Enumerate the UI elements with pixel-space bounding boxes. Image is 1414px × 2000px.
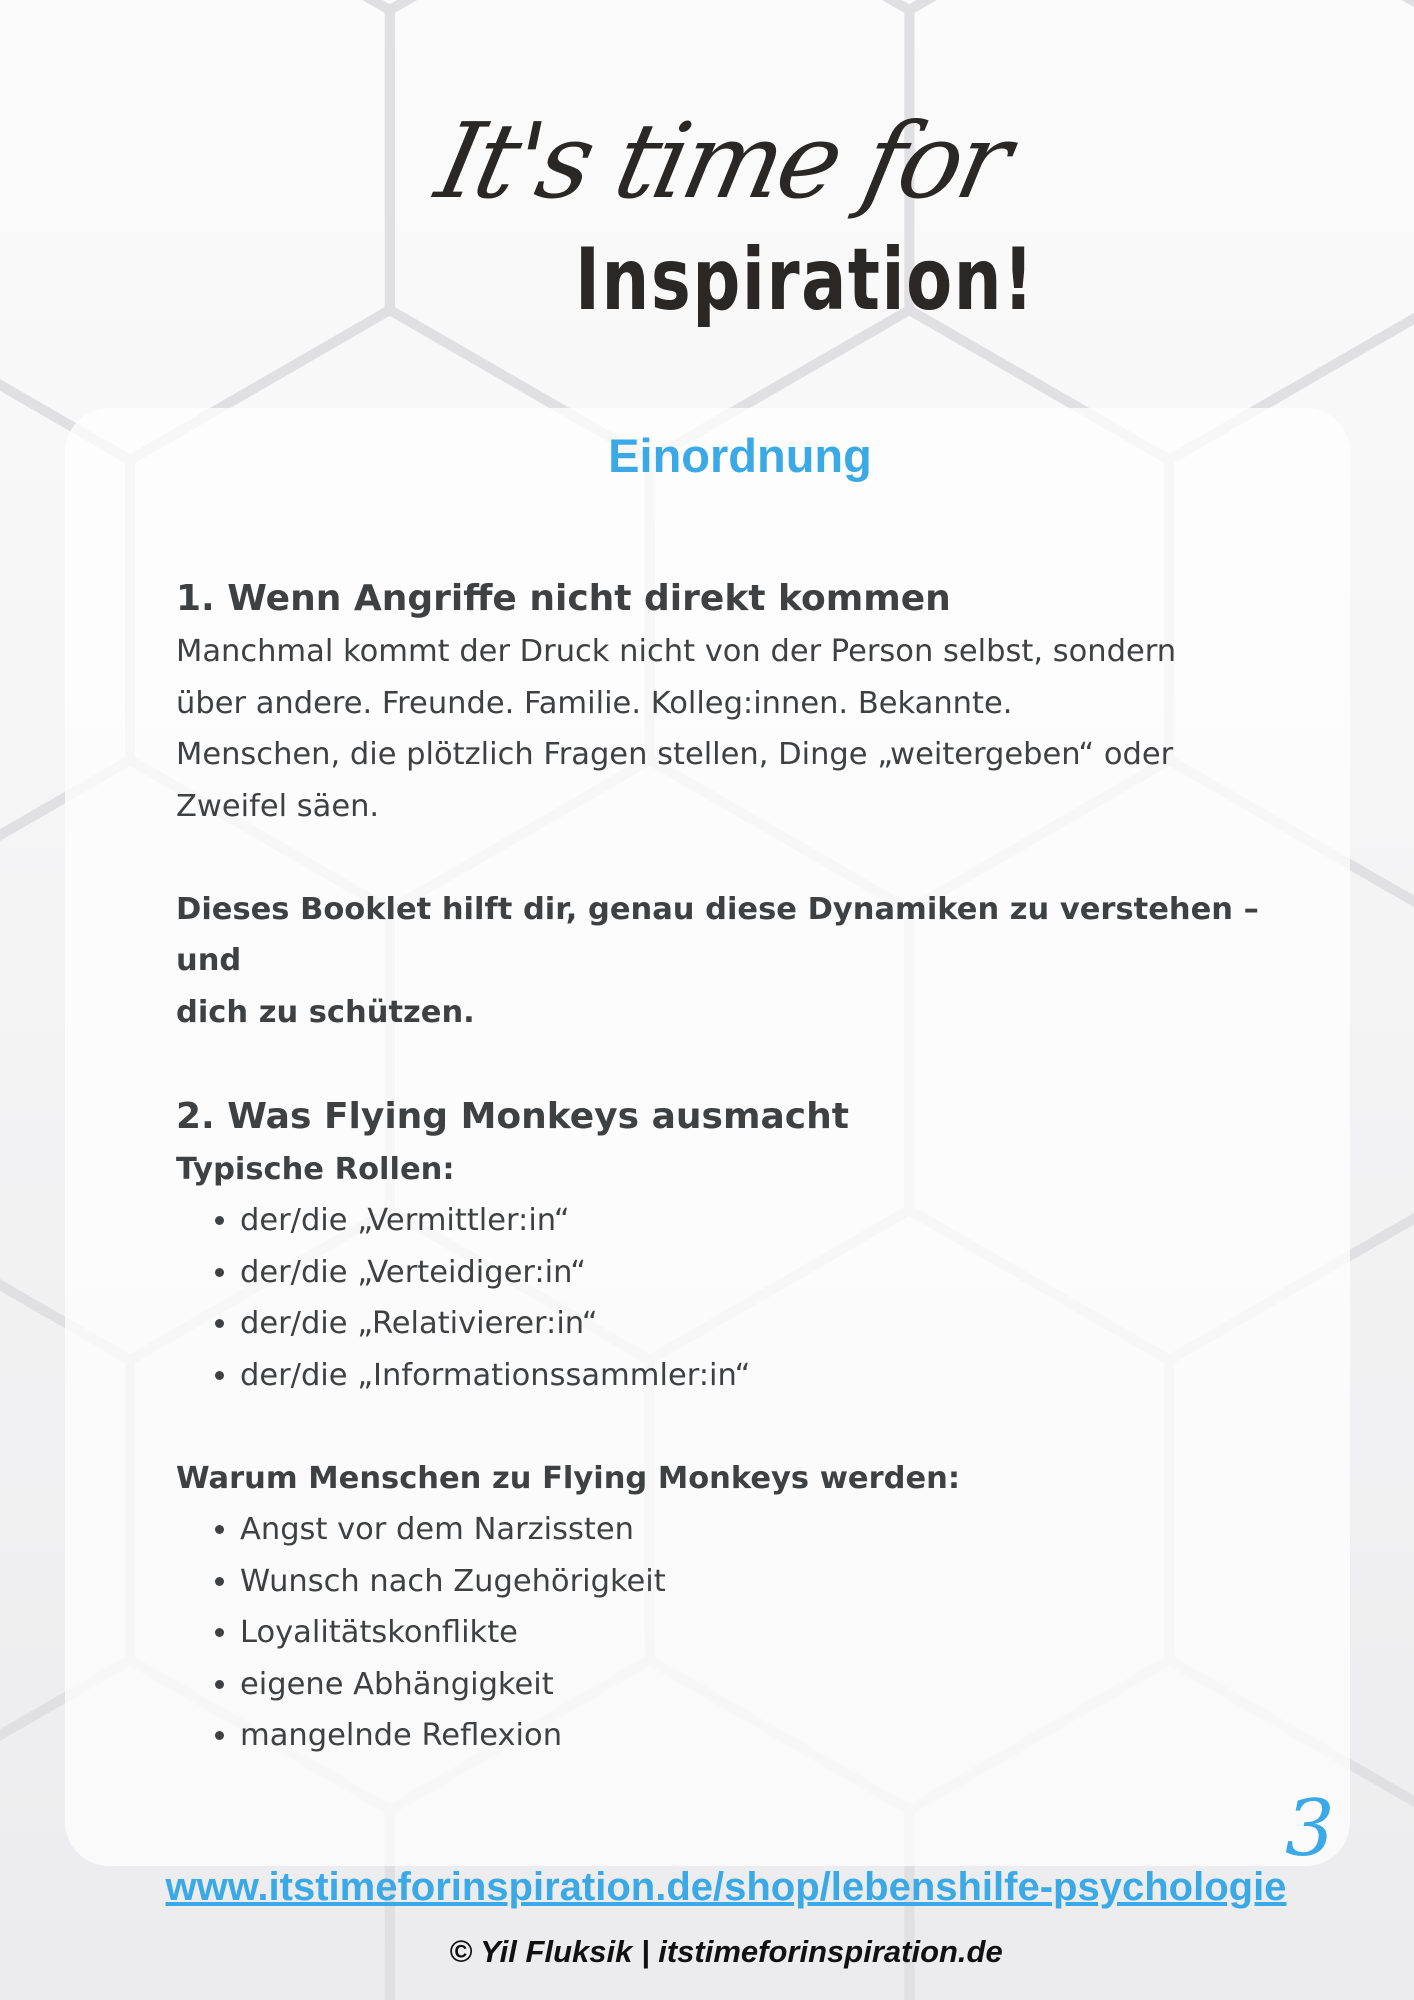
reasons-list xyxy=(176,1504,1326,1762)
list-item: • Angst vor dem Narzissten xyxy=(240,1504,1326,1556)
section1-bold-line: dich zu schützen. xyxy=(176,994,475,1030)
list-item: • mangelnde Reflexion xyxy=(240,1710,1326,1762)
list-item: • Wunsch nach Zugehörigkeit xyxy=(240,1556,1326,1608)
list-item: • der/die „Vermittler:in“ xyxy=(240,1195,1326,1247)
section1-line: Menschen, die plötzlich Fragen stellen, Dinge „weitergeben“ oder xyxy=(176,737,1174,772)
list-item: • Loyalitätskonflikte xyxy=(240,1607,1326,1659)
page-heading: Einordnung xyxy=(608,429,872,482)
spacer xyxy=(176,1401,1326,1453)
section2-title: 2. Was Flying Monkeys ausmacht xyxy=(176,1095,849,1137)
shop-link[interactable]: www.itstimeforinspiration.de/shop/lebenshilfe-psychologie xyxy=(165,1865,1287,1909)
page-number: 3 xyxy=(1285,1784,1335,1874)
section1-bold-line: Dieses Booklet hilft dir, genau diese Dynamiken zu verstehen – und xyxy=(176,891,1259,978)
section1-line: Manchmal kommt der Druck nicht von der Person selbst, sondern xyxy=(176,634,1177,669)
list-item: • der/die „Relativierer:in“ xyxy=(240,1298,1326,1350)
list-item: • der/die „Verteidiger:in“ xyxy=(240,1247,1326,1299)
section1-line: über andere. Freunde. Familie. Kolleg:innen. Bekannte. xyxy=(176,685,1013,721)
reasons-label: Warum Menschen zu Flying Monkeys werden: xyxy=(176,1460,961,1496)
list-item: • eigene Abhängigkeit xyxy=(240,1659,1326,1711)
copyright-text: © Yil Fluksik | itstimeforinspiration.de xyxy=(449,1934,1003,1969)
spacer xyxy=(176,832,1326,884)
logo-script-text: It's time for xyxy=(427,100,1018,222)
list-item: • der/die „Informationssammler:in“ xyxy=(240,1350,1326,1402)
section1-line: Zweifel säen. xyxy=(176,788,380,824)
logo-word-text: Inspiration! xyxy=(575,230,1036,330)
roles-list xyxy=(176,1195,1326,1401)
inspiration-logo xyxy=(427,100,1050,350)
content-body xyxy=(176,572,1326,1762)
spacer xyxy=(176,1038,1326,1090)
section1-title: 1. Wenn Angriffe nicht direkt kommen xyxy=(176,578,951,619)
roles-label: Typische Rollen: xyxy=(176,1151,455,1187)
